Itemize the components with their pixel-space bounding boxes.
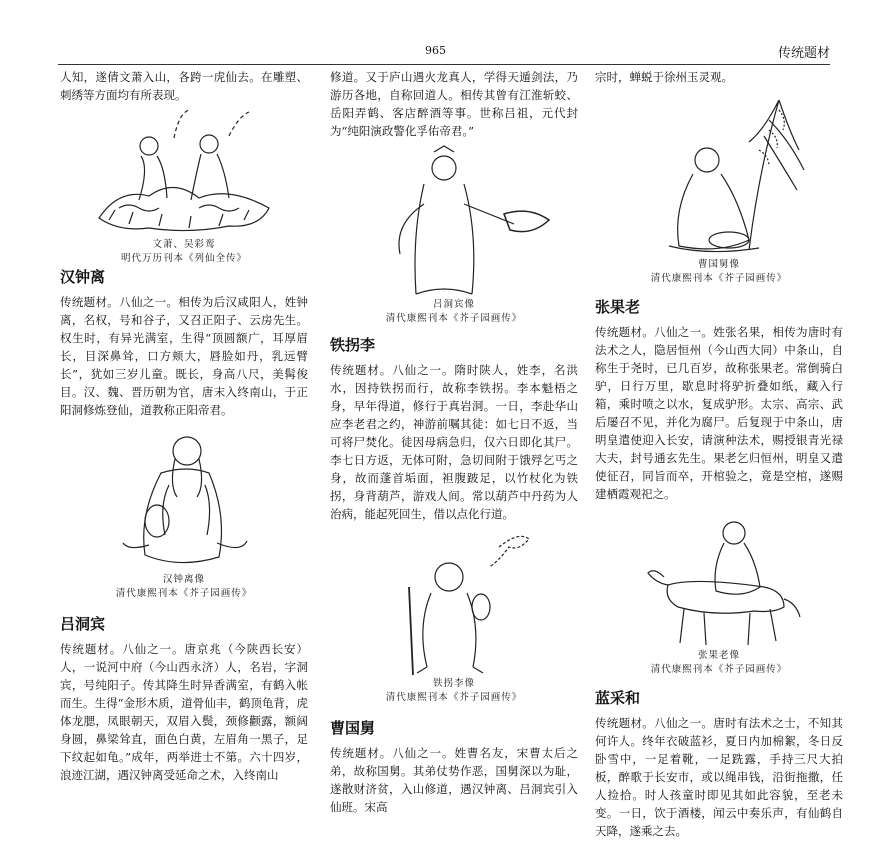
figure-source: 清代康熙刊本《芥子园画传》	[385, 313, 523, 324]
figure-source: 清代康熙刊本《芥子园画传》	[385, 692, 523, 703]
zhang-guolao-illustration	[634, 507, 804, 649]
han-zhongli-illustration	[109, 425, 259, 573]
heading-lv-dongbin: 吕洞宾	[60, 615, 106, 633]
heading-lan-caihe: 蓝采和	[595, 689, 641, 707]
cao-guojiu-continued: 宗时，蝉蜕于徐州玉灵观。	[595, 70, 733, 84]
figure-caption: 文萧、吴彩鸾	[152, 239, 216, 250]
figure-cao-guojiu	[595, 90, 843, 290]
section-title: 传统题材	[777, 46, 830, 61]
column-2	[330, 68, 578, 816]
figure-caption: 汉钟离像	[162, 574, 205, 585]
lv-dongbin-illustration	[354, 144, 554, 298]
lv-dongbin-continued: 修道。又于庐山遇火龙真人，学得天遁剑法，乃游历各地，自称回道人。相传其曾有江淮斩蛟、岳阳弄鹤、客店醉酒等事。世称吕祖，元代封为“纯阳演政警化孚佑帝君。”	[330, 70, 578, 138]
intro-paragraph: 人知，遂倩文萧入山，各跨一虎仙去。在雕塑、刺绣等方面均有所表现。	[60, 70, 308, 102]
figure-source: 清代康熙刊本《芥子园画传》	[650, 273, 788, 284]
cao-guojiu-illustration	[629, 90, 809, 258]
han-zhongli-paragraph: 传统题材。八仙之一。相传为后汉咸阳人，姓钟离，名权，号和谷子，又召正阳子、云房先生。权生时，有异光满室，生得“顶圆额广，耳厚眉长，目深鼻耸，口方颊大，唇脸如丹，乳远臂长”，犹如三岁儿童。既长，身高八尺，美髯俊目。汉、魏、晋历朝为官，唐末入终南山，于正阳洞修炼登仙，道教称正阳帝君。	[60, 295, 308, 417]
heading-zhang-guolao: 张果老	[595, 298, 641, 316]
zhang-guolao-paragraph: 传统题材。八仙之一。姓张名果，相传为唐时有法术之人，隐居恒州（今山西大同）中条山，自称生于尧时，已几百岁，故称张果老。常倒骑白驴，日行万里，歇息时将驴折叠如纸，藏入行箱，乘时喷之以水，复成驴形。太宗、高宗、武后屡召不见，并化为腐尸。后复现于中条山，唐明皇遣使迎入长安，请演种法术，赐授银青光禄大夫，封号通玄先生。果老乞归恒州，明皇又遣使征召，同旨而卒，开棺验之，竟是空棺，遂赐建栖霞观祀之。	[595, 325, 843, 501]
figure-tieguai-li	[330, 527, 578, 711]
figure-caption: 铁拐李像	[432, 678, 475, 689]
figure-lv-dongbin	[330, 144, 578, 330]
column-1	[60, 68, 308, 784]
figure-caption: 张果老像	[697, 650, 740, 661]
tieguai-li-illustration	[369, 527, 539, 677]
column-3	[595, 68, 843, 840]
tieguai-li-paragraph: 传统题材。八仙之一。隋时陕人，姓李，名洪水，因持铁拐而行，故称李铁拐。李本魁梧之身，早年得道，修行于真岩洞。一日，李赴华山应李老君之约，神游前嘱其徒：如七日不返，当可将尸焚化。徒因母病急归，仅六日即化其尸。李七日方返，无体可附，急切间附于饿殍乞丐之身，故而蓬首垢面，袒腹跛足，以竹杖化为铁拐，身背葫芦，游戏人间。常以葫芦中丹药为人治病，能起死回生，借以点化行道。	[330, 363, 578, 521]
lv-dongbin-paragraph: 传统题材。八仙之一。唐京兆（今陕西长安）人，一说河中府（今山西永济）人，名岩，字洞宾，号纯阳子。传其降生时异香满室，有鹤入帐而生。生得“金形木质，道骨仙丰，鹤顶龟背，虎体龙腮，凤眼朝天，双眉入鬓，颈修颧露，额阔身圆，鼻梁耸直，面色白黄，左眉角一黑子，足下纹起如龟。”成年，两举进士不第。六十四岁，浪迹江湖，遇汉钟离受延命之术，入终南山	[60, 642, 308, 782]
figure-han-zhongli	[60, 425, 308, 605]
heading-han-zhongli: 汉钟离	[60, 268, 106, 286]
lan-caihe-paragraph: 传统题材。八仙之一。唐时有法术之士，不知其何许人。终年衣破蓝衫，夏日内加棉絮，冬日反卧雪中，一足着靴，一足跣露，手持三尺大拍板，醉歌于长安市，或以绳串钱，沿街拖撒，任人捡拾。时人孩童时即见其如此容貌，至老未变。一日，饮于酒楼，闻云中奏乐声，有仙鹤自天降，遂乘之去。	[595, 716, 843, 838]
figure-wenxiao-wucailuan	[60, 108, 308, 264]
figure-source: 清代康熙刊本《芥子园画传》	[650, 664, 788, 675]
heading-tieguai-li: 铁拐李	[330, 336, 376, 354]
figure-caption: 吕洞宾像	[432, 299, 475, 310]
cao-guojiu-paragraph: 传统题材。八仙之一。姓曹名友，宋曹太后之弟，故称国舅。其弟仗势作恶，国舅深以为耻，遂散财济贫，入山修道，遇汉钟离、吕洞宾引入仙班。宋高	[330, 746, 578, 814]
page-number: 965	[425, 44, 446, 57]
tiger-riders-illustration	[79, 108, 289, 238]
figure-zhang-guolao	[595, 507, 843, 683]
figure-source: 明代万历刊本《列仙全传》	[120, 253, 247, 264]
heading-cao-guojiu: 曹国舅	[330, 719, 376, 737]
figure-source: 清代康熙刊本《芥子园画传》	[115, 588, 253, 599]
figure-caption: 曹国舅像	[697, 259, 740, 270]
header-rule	[58, 64, 830, 65]
